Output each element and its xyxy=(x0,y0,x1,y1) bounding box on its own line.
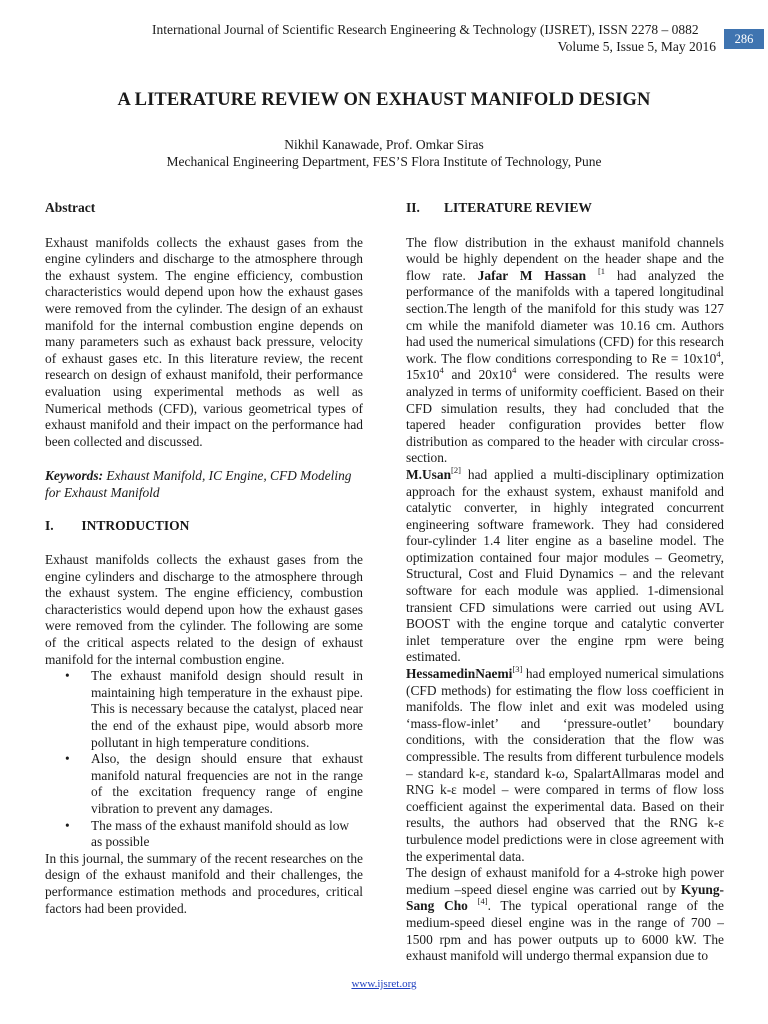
section-number: I. xyxy=(45,517,54,533)
intro-paragraph-2: In this journal, the summary of the recent researches on the design of the exhaust manifold and their challenges, the performance estimation methods and procedures, critical factors had been provided. xyxy=(45,850,363,916)
author-name: M.Usan xyxy=(406,466,452,482)
list-item: • The exhaust manifold design should result in maintaining high temperature in the exhaust pipe. This is necessary because the catalyst, placed near the end of the exhaust pipe, would absorb more pollutant in high temperature conditions. xyxy=(45,668,363,751)
left-column xyxy=(45,200,363,917)
text-run: . The typical operational range of the medium-speed diesel engine was in the range of 700 – 1500 rpm and has power outputs up to 6000 kW. The exhaust manifold will undergo thermal expansion due to xyxy=(406,898,724,964)
abstract-heading: Abstract xyxy=(45,200,96,215)
review-paragraph-1 xyxy=(406,235,724,467)
affiliation: Mechanical Engineering Department, FES’S Flora Institute of Technology, Pune xyxy=(166,154,602,169)
review-paragraph-3 xyxy=(406,666,724,865)
right-column xyxy=(406,200,724,965)
exponent: 4 xyxy=(716,348,721,359)
section-heading-introduction xyxy=(45,518,363,535)
list-item: • The mass of the exhaust manifold should as low as possible xyxy=(45,818,363,851)
text-run: had employed numerical simulations (CFD methods) for estimating the flow loss coefficient in manifolds. The flow inlet and exit was modeled using ‘mass-flow-inlet’ and ‘pressure-outlet’ boundary conditions, with the consideration that the flow was compressible. The results from different turbulence models – standard k-ε, standard k-ω, SpalartAllmaras model and RNG k-ε model – were compared in terms of flow loss coefficient against the experimental data. Based on their results, the authors had observed that the RNG k-ε turbulence model predictions were in close agreement with the experimental data. xyxy=(406,666,724,864)
author-name: Jafar M Hassan xyxy=(477,267,587,283)
review-paragraph-4 xyxy=(406,865,724,965)
section-heading-literature-review xyxy=(406,200,724,217)
text-run: were considered. The results were analyzed in terms of uniformity coefficient. Based on their CFD simulation results, they had concluded that the tapered header configuration provides better flow distribution as compared to the header with circular cross-section. xyxy=(406,367,724,466)
footer-link[interactable]: www.ijsret.org xyxy=(351,978,417,990)
author-name: Kyung-Sang Cho xyxy=(406,881,724,914)
text-run: The design of exhaust manifold for a 4-stroke high power medium –speed diesel engine was carried out by xyxy=(406,865,724,897)
intro-paragraph-1: Exhaust manifolds collects the exhaust gases from the engine cylinders and discharge to the atmosphere through the exhaust system. The engine efficiency, combustion characteristics would depend upon how the exhaust gases were removed from the cylinder. The following are some of the critical aspects related to the design of exhaust manifold for the internal combustion engine. xyxy=(45,552,363,667)
authors: Nikhil Kanawade, Prof. Omkar Siras xyxy=(284,137,484,152)
volume-info: Volume 5, Issue 5, May 2016 xyxy=(557,39,716,54)
citation: [4] xyxy=(477,896,488,907)
section-number: II. xyxy=(406,200,420,215)
footer xyxy=(0,978,768,990)
keywords xyxy=(45,468,363,501)
abstract-text: Exhaust manifolds collects the exhaust gases from the engine cylinders and discharge to the atmosphere through the exhaust system. The engine efficiency, combustion characteristics would depend upon how the exhaust gases were removed from the cylinder. The design of an exhaust manifold for the internal combustion engine depends on many parameters such as exhaust back pressure, velocity of exhaust gases etc. In this literature review, the recent research on design of exhaust manifold, their performance evaluation using experimental methods as well as Numerical methods (CFD), various geometrical types of exhaust manifold and their impact on the performance had been collected and discussed. xyxy=(45,234,363,449)
author-name: HessamedinNaemi xyxy=(406,666,513,682)
keywords-text: Exhaust Manifold, IC Engine, CFD Modeling for Exhaust Manifold xyxy=(45,468,352,500)
citation: [2] xyxy=(451,464,461,475)
keywords-label: Keywords: xyxy=(45,468,104,484)
intro-bullet-list xyxy=(45,668,363,851)
citation: [1 xyxy=(597,265,606,276)
citation: [3] xyxy=(512,664,523,675)
text-run: The flow distribution in the exhaust manifold channels would be highly dependent on the header shape and the flow rate. xyxy=(406,234,724,283)
review-paragraph-2 xyxy=(406,464,724,666)
text-run: had applied a multi-disciplinary optimization approach for the exhaust system, exhaust manifold and catalytic converter, in highly integrated concurrent engineering software framework. They had considered four-cylinder 1.4 liter engine as a baseline model. The optimization contained four major modules – Geometry, Structural, Cost and Fluid Dynamics – and the relevant software for each module was applied. 1-dimensional transient CFD simulations were carried out using AVL BOOST with the engine torque and catalytic converter inlet temperature over the engine rpm were being estimated. xyxy=(406,466,724,665)
section-title: LITERATURE REVIEW xyxy=(444,200,592,215)
section-title: INTRODUCTION xyxy=(81,517,190,533)
exponent: 4 xyxy=(439,365,444,376)
text-run: had analyzed the performance of the manifolds with a tapered longitudinal section.The length of the manifold for this study was 127 cm while the manifold diameter was 10.16 cm. Authors had used the numerical simulations (CFD) for this research work. The flow conditions corresponding to Re = 10x10 xyxy=(406,267,724,366)
exponent: 4 xyxy=(512,365,517,376)
text-run: , 15x10 xyxy=(406,350,724,383)
paper-title: A LITERATURE REVIEW ON EXHAUST MANIFOLD DESIGN xyxy=(117,90,651,110)
journal-header: International Journal of Scientific Research Engineering & Technology (IJSRET), ISSN 2278 – 0882 xyxy=(152,22,699,37)
text-run: and 20x10 xyxy=(443,367,513,383)
list-item: • Also, the design should ensure that exhaust manifold natural frequencies are not in the range of the excitation frequency range of engine vibration to prevent any damages. xyxy=(45,751,363,817)
page-number-badge: 286 xyxy=(724,29,764,49)
